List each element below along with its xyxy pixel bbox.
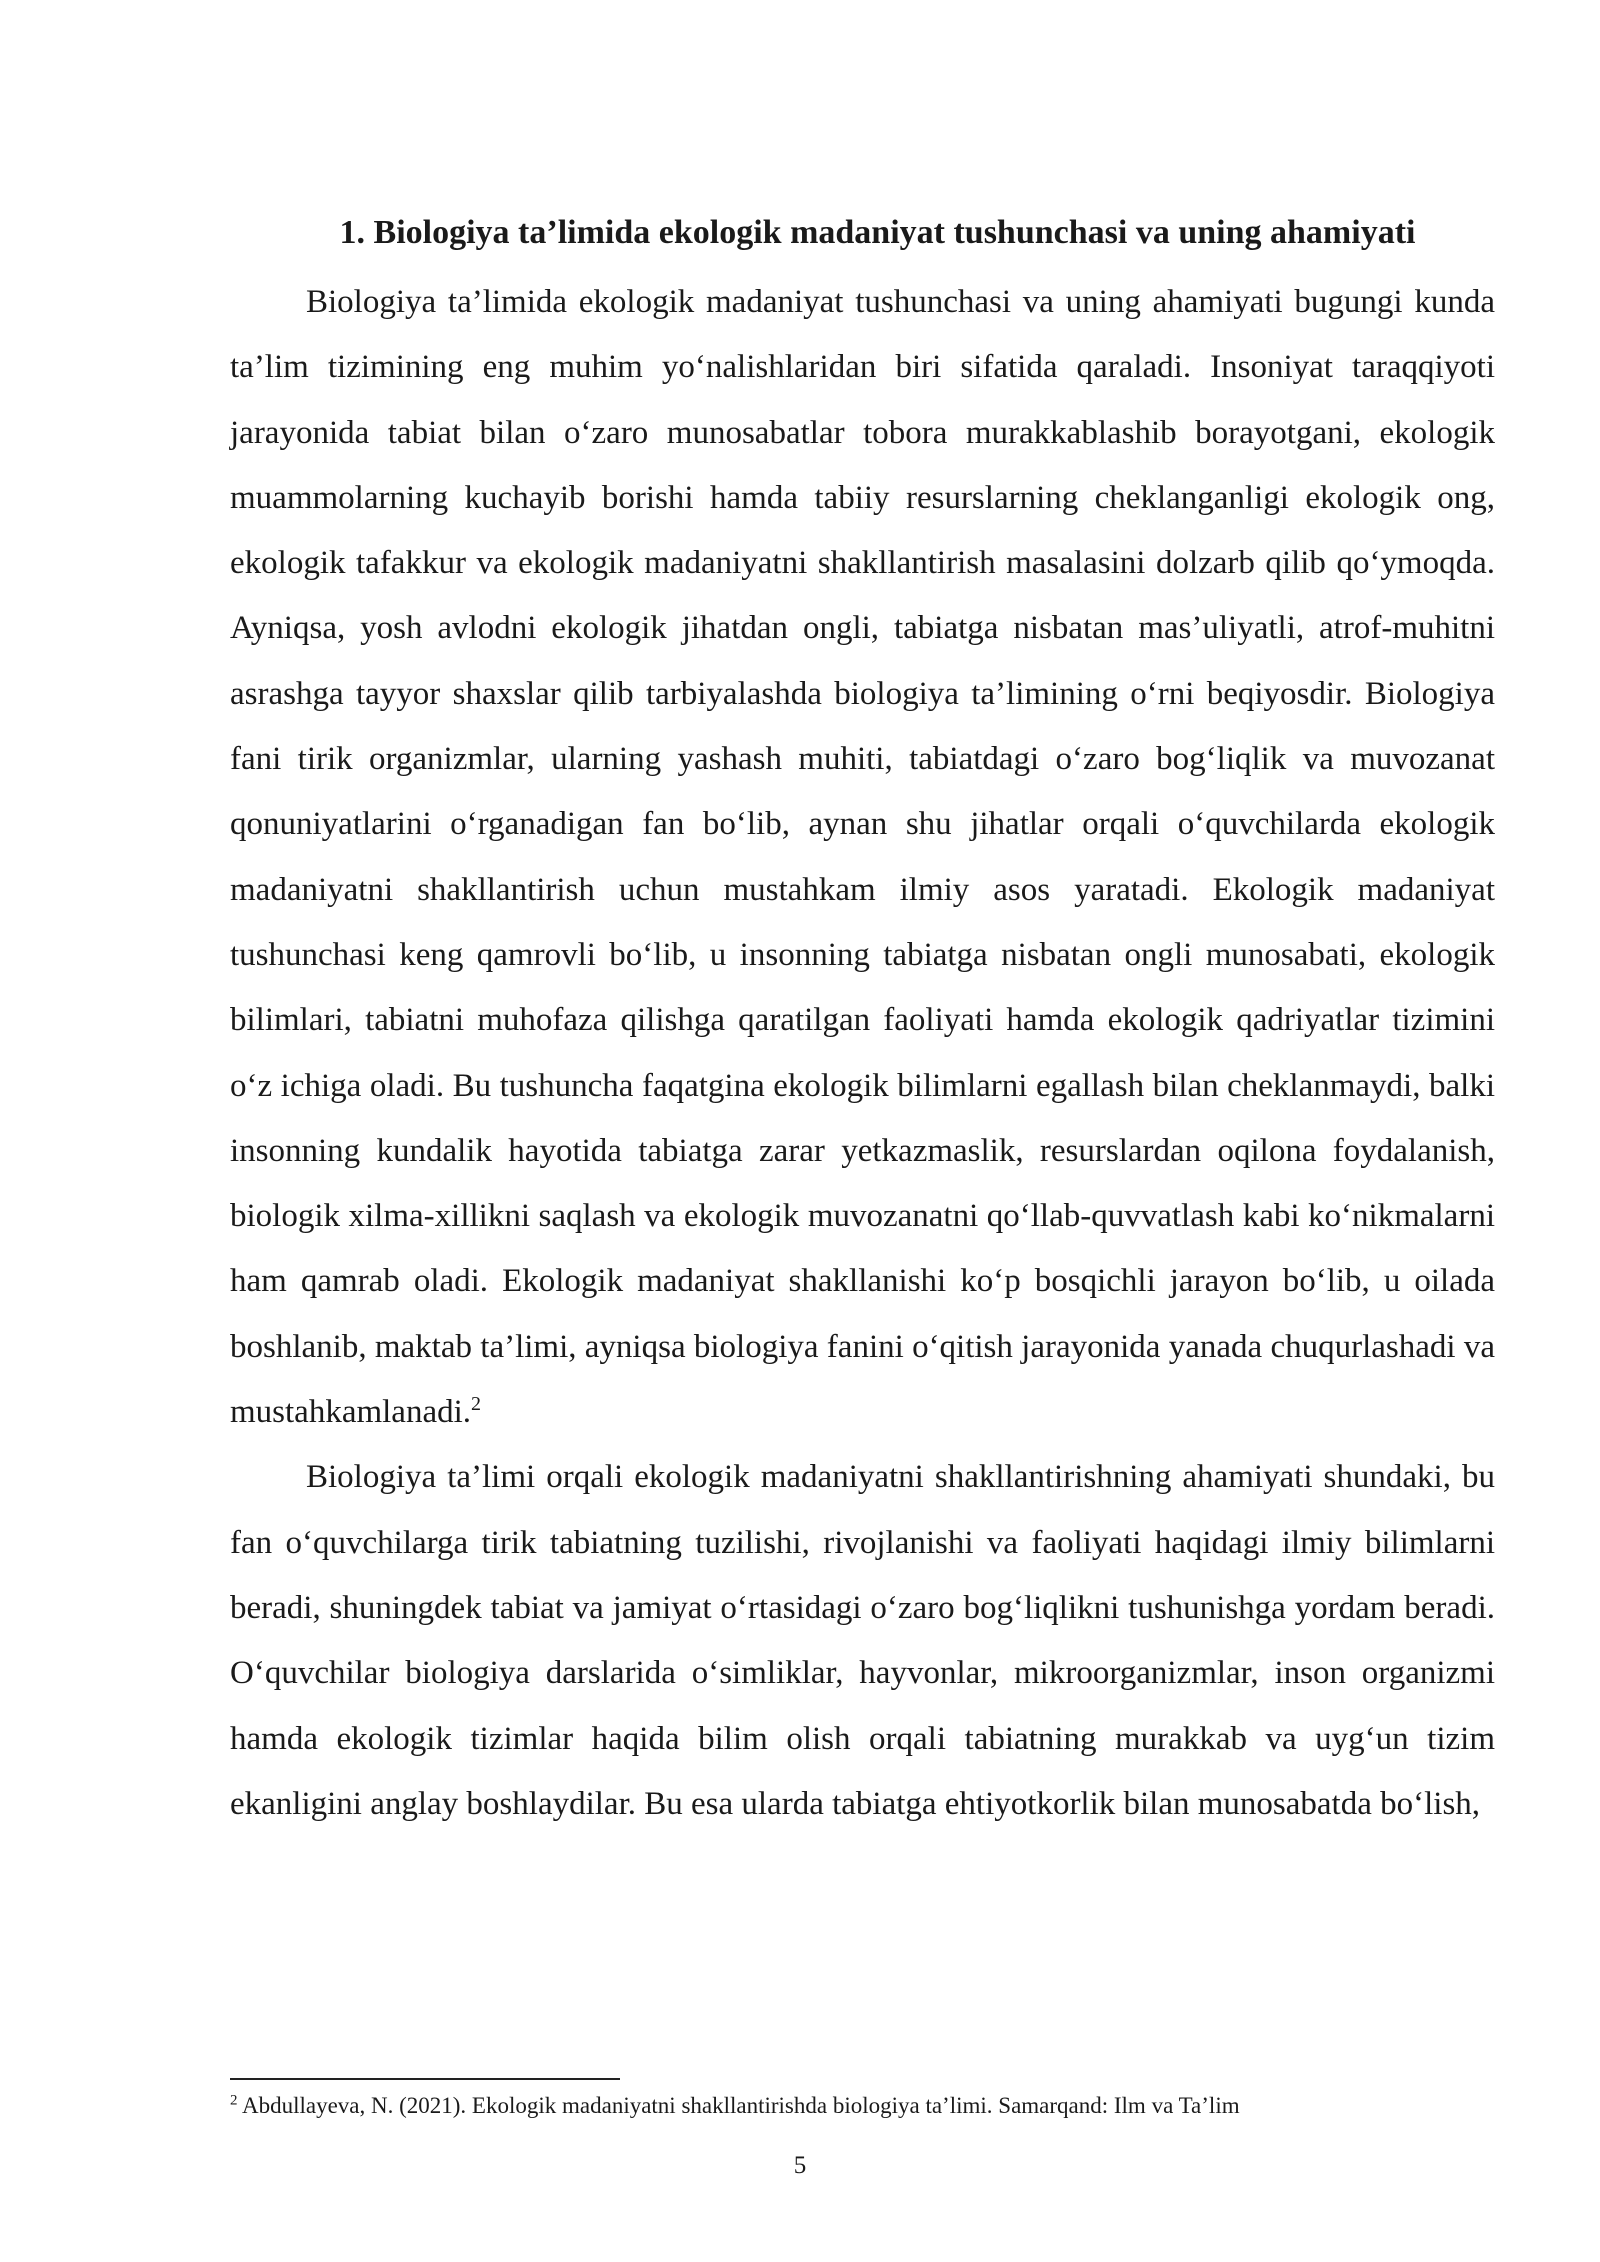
paragraph-2 — [230, 1445, 1495, 1837]
page-number: 5 — [793, 2152, 807, 2179]
footnote — [230, 2090, 1495, 2122]
footnote-reference[interactable]: 2 — [471, 1393, 482, 1416]
footnote-text: Abdullayeva, N. (2021). Ekologik madaniyatni shakllantirishda biologiya ta’limi. Samarqand: Ilm va Ta’lim — [241, 2093, 1240, 2118]
paragraph-2-text: Biologiya ta’limi orqali ekologik madaniyatni shakllantirishning ahamiyati shundaki, bu fan o‘quvchilarga tirik tabiatning tuzilishi, rivojlanishi va faoliyati haqidagi ilmiy bilimlarni beradi, shuningdek tabiat va jamiyat o‘rtasidagi o‘zaro bog‘liqlikni tushunishga yordam beradi. O‘quvchilar biologiya darslarida o‘simliklar, hayvonlar, mikroorganizmlar, inson organizmi hamda ekologik tizimlar haqida bilim olish orqali tabiatning murakkab va uyg‘un tizim ekanligini anglay boshlaydilar. Bu esa ularda tabiatga ehtiyotkorlik bilan munosabatda bo‘lish, — [230, 1459, 1495, 1822]
footnote-separator — [230, 2078, 620, 2080]
paragraph-1-text: Biologiya ta’limida ekologik madaniyat tushunchasi va uning ahamiyati bugungi kunda ta’lim tizimining eng muhim yo‘nalishlaridan biri sifatida qaraladi. Insoniyat taraqqiyoti jarayonida tabiat bilan o‘zaro munosabatlar tobora murakkablashib borayotgani, ekologik muammolarning kuchayib borishi hamda tabiiy resurslarning cheklanganligi ekologik ong, ekologik tafakkur va ekologik madaniyatni shakllantirish masalasini dolzarb qilib qo‘ymoqda. Ayniqsa, yosh avlodni ekologik jihatdan ongli, tabiatga nisbatan mas’uliyatli, atrof-muhitni asrashga tayyor shaxslar qilib tarbiyalashda biologiya ta’limining o‘rni beqiyosdir. Biologiya fani tirik organizmlar, ularning yashash muhiti, tabiatdagi o‘zaro bog‘liqlik va muvozanat qonuniyatlarini o‘rganadigan fan bo‘lib, aynan shu jihatlar orqali o‘quvchilarda ekologik madaniyatni shakllantirish uchun mustahkam ilmiy asos yaratadi. Ekologik madaniyat tushunchasi keng qamrovli bo‘lib, u insonning tabiatga nisbatan ongli munosabati, ekologik bilimlari, tabiatni muhofaza qilishga qaratilgan faoliyati hamda ekologik qadriyatlar tizimini o‘z ichiga oladi. Bu tushuncha faqatgina ekologik bilimlarni egallash bilan cheklanmaydi, balki insonning kundalik hayotida tabiatga zarar yetkazmaslik, resurslardan oqilona foydalanish, biologik xilma-xillikni saqlash va ekologik muvozanatni qo‘llab-quvvatlash kabi ko‘nikmalarni ham qamrab oladi. Ekologik madaniyat shakllanishi ko‘p bosqichli jarayon bo‘lib, u oilada boshlanib, maktab ta’limi, ayniqsa biologiya fanini o‘qitish jarayonida yanada chuqurlashadi va mustahkamlanadi. — [230, 284, 1495, 1431]
paragraph-1 — [230, 270, 1495, 1445]
section-heading: 1. Biologiya ta’limida ekologik madaniyat tushunchasi va uning ahamiyati — [339, 214, 1416, 251]
document-body — [230, 210, 1495, 1837]
footnote-number: 2 — [230, 2092, 238, 2109]
